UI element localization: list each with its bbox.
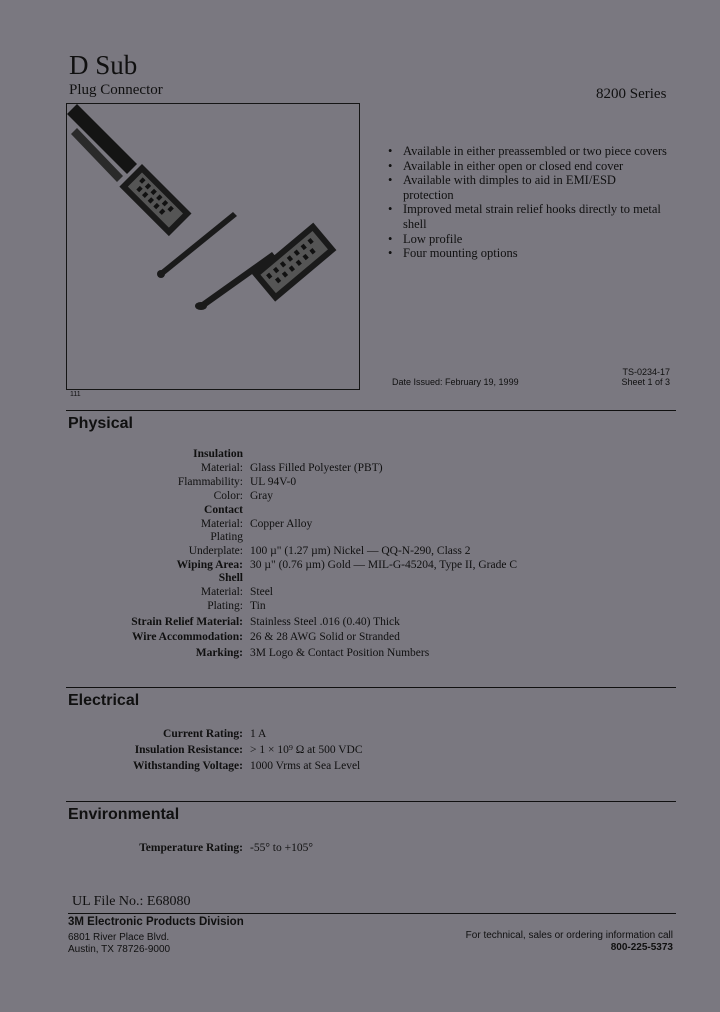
feature-item: • Low profile bbox=[388, 231, 463, 246]
contact-info: For technical, sales or ordering information call bbox=[465, 930, 673, 941]
section-title-environmental: Environmental bbox=[68, 806, 180, 823]
page-subtitle: Plug Connector bbox=[69, 82, 163, 98]
section-divider bbox=[66, 687, 676, 688]
section-title-electrical: Electrical bbox=[68, 692, 140, 709]
feature-list bbox=[388, 144, 668, 261]
document-number: TS-0234-17 bbox=[622, 367, 670, 377]
sheet-number: Sheet 1 of 3 bbox=[621, 377, 670, 387]
product-photo bbox=[66, 103, 360, 390]
address-line-2: Austin, TX 78726-9000 bbox=[68, 944, 171, 955]
section-divider bbox=[66, 410, 676, 411]
section-title-physical: Physical bbox=[68, 415, 133, 432]
feature-item: • Improved metal strain relief hooks directly to metal shell bbox=[388, 202, 661, 231]
page-title: D Sub bbox=[69, 50, 138, 80]
footer-divider bbox=[68, 913, 676, 914]
feature-item: • Available in either preassembled or two piece covers bbox=[388, 144, 667, 158]
date-issued: Date Issued: February 19, 1999 bbox=[392, 377, 519, 387]
series-label: 8200 Series bbox=[596, 86, 667, 102]
address-line-1: 6801 River Place Blvd. bbox=[68, 932, 170, 943]
division-name: 3M Electronic Products Division bbox=[68, 916, 244, 928]
ul-file-number: UL File No.: E68080 bbox=[72, 894, 191, 909]
photo-label: 111 bbox=[70, 391, 81, 398]
feature-item: • Available in either open or closed end cover bbox=[388, 158, 624, 173]
connector-illustration bbox=[67, 104, 359, 389]
feature-item: • Available with dimples to aid in EMI/ESD protection bbox=[388, 173, 616, 202]
section-divider bbox=[66, 801, 676, 802]
phone-number: 800-225-5373 bbox=[610, 942, 673, 953]
feature-item: • Four mounting options bbox=[388, 246, 518, 261]
